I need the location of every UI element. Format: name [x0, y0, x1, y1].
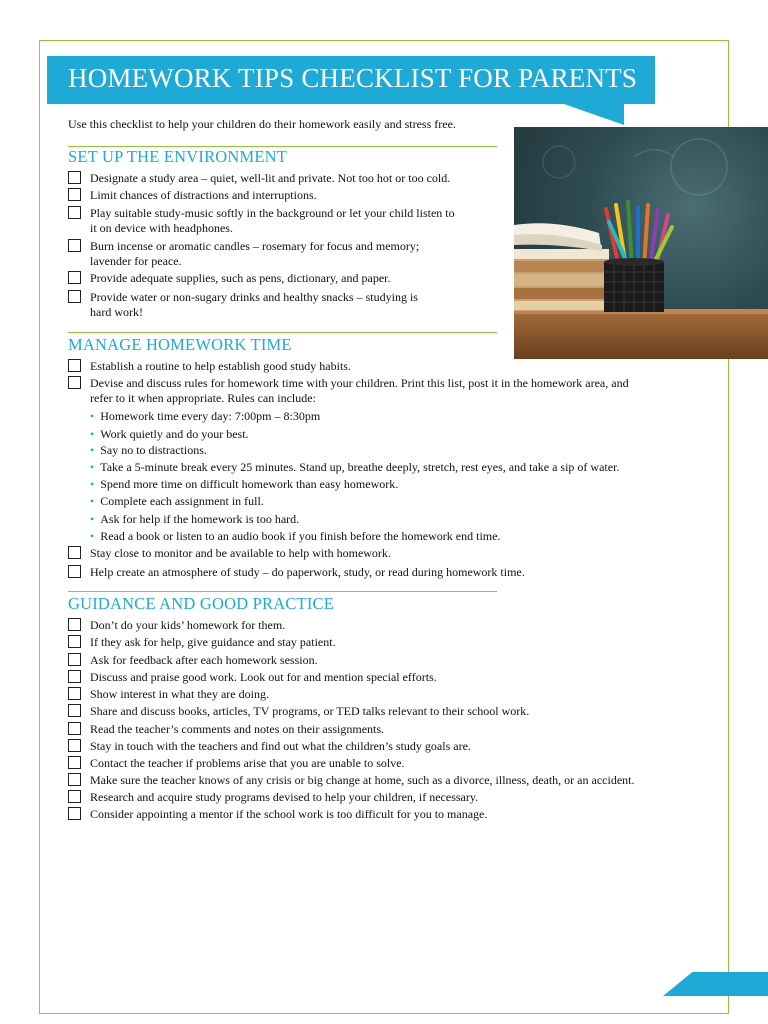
bullet-dot-icon: •: [90, 427, 95, 441]
rule-list-item: • Work quietly and do your best.: [90, 427, 249, 441]
rule-list-item: • Take a 5-minute break every 25 minutes. Stand up, breathe deeply, stretch, rest eyes, and take a sip of water.: [90, 460, 620, 474]
checkbox[interactable]: [68, 290, 81, 303]
checkbox[interactable]: [68, 790, 81, 803]
checkbox[interactable]: [68, 722, 81, 735]
checkbox[interactable]: [68, 206, 81, 219]
bullet-dot-icon: •: [90, 443, 95, 457]
section-heading-environment: SET UP THE ENVIRONMENT: [68, 147, 288, 166]
section-heading-time: MANAGE HOMEWORK TIME: [68, 335, 292, 354]
checkbox[interactable]: [68, 546, 81, 559]
section-divider: [68, 332, 497, 333]
section-divider: [68, 591, 497, 592]
bullet-dot-icon: •: [90, 460, 95, 474]
books-and-pencils-photo: [514, 127, 768, 359]
checkbox[interactable]: [68, 171, 81, 184]
bullet-dot-icon: •: [90, 512, 95, 526]
bullet-dot-icon: •: [90, 494, 95, 508]
checkbox[interactable]: [68, 239, 81, 252]
intro-text: Use this checklist to help your children do their homework easily and stress free.: [68, 117, 456, 131]
checkbox[interactable]: [68, 376, 81, 389]
rule-list-item: • Ask for help if the homework is too hard.: [90, 512, 300, 526]
checkbox[interactable]: [68, 188, 81, 201]
bullet-dot-icon: •: [90, 529, 95, 543]
checkbox[interactable]: [68, 359, 81, 372]
checkbox[interactable]: [68, 704, 81, 717]
checkbox[interactable]: [68, 773, 81, 786]
checkbox[interactable]: [68, 635, 81, 648]
checkbox[interactable]: [68, 756, 81, 769]
photo-illustration: [514, 127, 768, 359]
section-divider: [68, 146, 497, 147]
bullet-dot-icon: •: [90, 477, 95, 491]
rule-list-item: • Spend more time on difficult homework than easy homework.: [90, 477, 399, 491]
bullet-dot-icon: •: [90, 409, 95, 423]
page-title: HOMEWORK TIPS CHECKLIST FOR PARENTS: [68, 63, 638, 93]
checkbox[interactable]: [68, 271, 81, 284]
section-heading-guidance: GUIDANCE AND GOOD PRACTICE: [68, 594, 334, 613]
title-banner-tail: [564, 104, 624, 125]
checkbox[interactable]: [68, 687, 81, 700]
rule-list-item: • Read a book or listen to an audio book if you finish before the homework end time.: [90, 529, 501, 543]
checkbox[interactable]: [68, 565, 81, 578]
checkbox[interactable]: [68, 653, 81, 666]
rule-list-item: • Say no to distractions.: [90, 443, 207, 457]
checkbox[interactable]: [68, 618, 81, 631]
checkbox[interactable]: [68, 807, 81, 820]
checkbox[interactable]: [68, 670, 81, 683]
rule-list-item: • Homework time every day: 7:00pm – 8:30pm: [90, 409, 321, 423]
rule-list-item: • Complete each assignment in full.: [90, 494, 264, 508]
checkbox[interactable]: [68, 739, 81, 752]
